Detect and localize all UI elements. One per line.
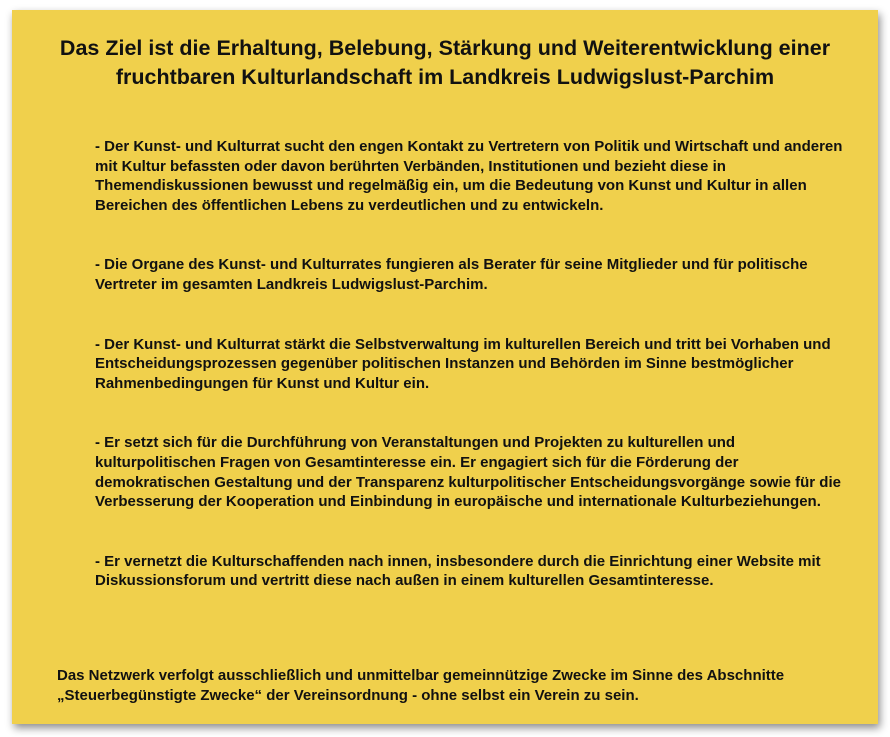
list-item: - Der Kunst- und Kulturrat sucht den engen Kontakt zu Vertretern von Politik und Wirtschaft und anderen mit Kultur befassten oder davon berührten Verbänden, Institutionen und bezieht diese in Themendiskussionen bewusst und regelmäßig ein, um die Bedeutung von Kunst und Kultur in allen Bereichen des öffentlichen Lebens zu verdeutlichen und zu entwickeln.	[95, 138, 843, 214]
document-page	[12, 10, 878, 724]
goal-list	[95, 137, 855, 631]
list-item: - Der Kunst- und Kulturrat stärkt die Selbstverwaltung im kulturellen Bereich und tritt bei Vorhaben und Entscheidungsprozessen gegenüber politischen Instanzen und Behörden im Sinne bestmöglicher Rahmenbedingungen für Kunst und Kultur ein.	[95, 335, 831, 392]
list-item: - Die Organe des Kunst- und Kulturrates fungieren als Berater für seine Mitglieder und für politische Vertreter im gesamten Landkreis Ludwigslust-Parchim.	[95, 256, 808, 293]
list-item: - Er setzt sich für die Durchführung von Veranstaltungen und Projekten zu kulturellen und kulturpolitischen Fragen von Gesamtinteresse ein. Er engagiert sich für die Förderung der demokratischen Gestaltung und der Transparenz kulturpolitischer Entscheidungsvorgänge sowie für die Verbesserung der Kooperation und Einbindung in europäische und internationale Kulturbeziehungen.	[95, 434, 841, 511]
list-item: - Er vernetzt die Kulturschaffenden nach innen, insbesondere durch die Einrichtung einer Website mit Diskussionsforum und vertritt diese nach außen in einem kulturellen Gesamtinteresse.	[95, 552, 821, 590]
footer-note: Das Netzwerk verfolgt ausschließlich und unmittelbar gemeinnützige Zwecke im Sinne des Abschnitte „Steuerbegünstigte Zwecke“ der Vereinsordnung - ohne selbst ein Verein zu sein.	[57, 667, 785, 704]
page-title: Das Ziel ist die Erhaltung, Belebung, Stärkung und Weiterentwicklung einer fruchtbaren Kulturlandschaft im Landkreis Ludwigslust-Parchim	[59, 36, 831, 89]
